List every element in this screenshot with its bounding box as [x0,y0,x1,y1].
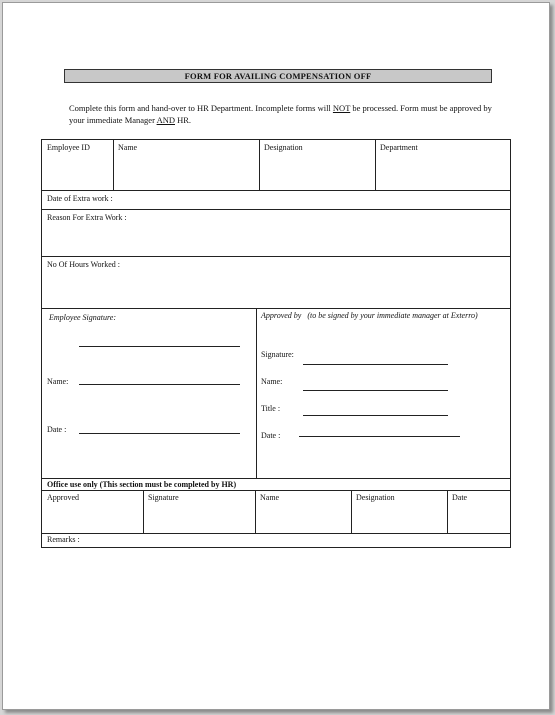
approver-signature-label: Signature: [261,350,294,359]
employee-date-label: Date : [47,425,67,434]
approver-name-line[interactable] [303,390,448,391]
date-extra-work-field[interactable]: Date of Extra work : [47,194,113,203]
approver-title-line[interactable] [303,415,448,416]
instructions-text [69,102,495,126]
approver-signature-line[interactable] [303,364,448,365]
employee-name-label: Name: [47,377,69,386]
hr-name-field[interactable]: Name [260,493,280,502]
intro-text-2: be processed. Form must be approved by your immediate Manager [69,103,492,125]
approved-by-label: Approved by [261,311,302,320]
name-field[interactable]: Name [118,143,138,152]
intro-emphasis-not: NOT [332,103,351,113]
hr-signature-field[interactable]: Signature [148,493,179,502]
approver-name-label: Name: [261,377,283,386]
hr-approved-field[interactable]: Approved [47,493,79,502]
employee-name-line[interactable] [79,384,240,385]
hours-worked-field[interactable]: No Of Hours Worked : [47,260,120,269]
employee-date-line[interactable] [79,433,240,434]
intro-text-3: HR. [175,115,192,125]
hr-date-field[interactable]: Date [452,493,468,502]
approved-by-note: (to be signed by your immediate manager at Exterro) [307,311,478,320]
office-use-heading: Office use only (This section must be completed by HR) [47,480,237,489]
approver-title-label: Title : [261,404,281,413]
designation-field[interactable]: Designation [264,143,303,152]
employee-signature-line[interactable] [79,346,240,347]
reason-extra-work-field[interactable]: Reason For Extra Work : [47,213,127,222]
employee-signature-label: Employee Signature: [49,313,117,322]
approver-date-line[interactable] [299,436,460,437]
intro-text-1: Complete this form and hand-over to HR Department. Incomplete forms will [69,103,333,113]
approver-date-label: Date : [261,431,281,440]
department-field[interactable]: Department [380,143,418,152]
remarks-field[interactable]: Remarks : [47,535,80,544]
intro-emphasis-and: AND [156,115,175,125]
form-page [2,2,550,710]
form-title: FORM FOR AVAILING COMPENSATION OFF [64,69,492,83]
employee-id-field[interactable]: Employee ID [47,143,90,152]
hr-designation-field[interactable]: Designation [356,493,395,502]
approved-by-heading [261,309,493,322]
